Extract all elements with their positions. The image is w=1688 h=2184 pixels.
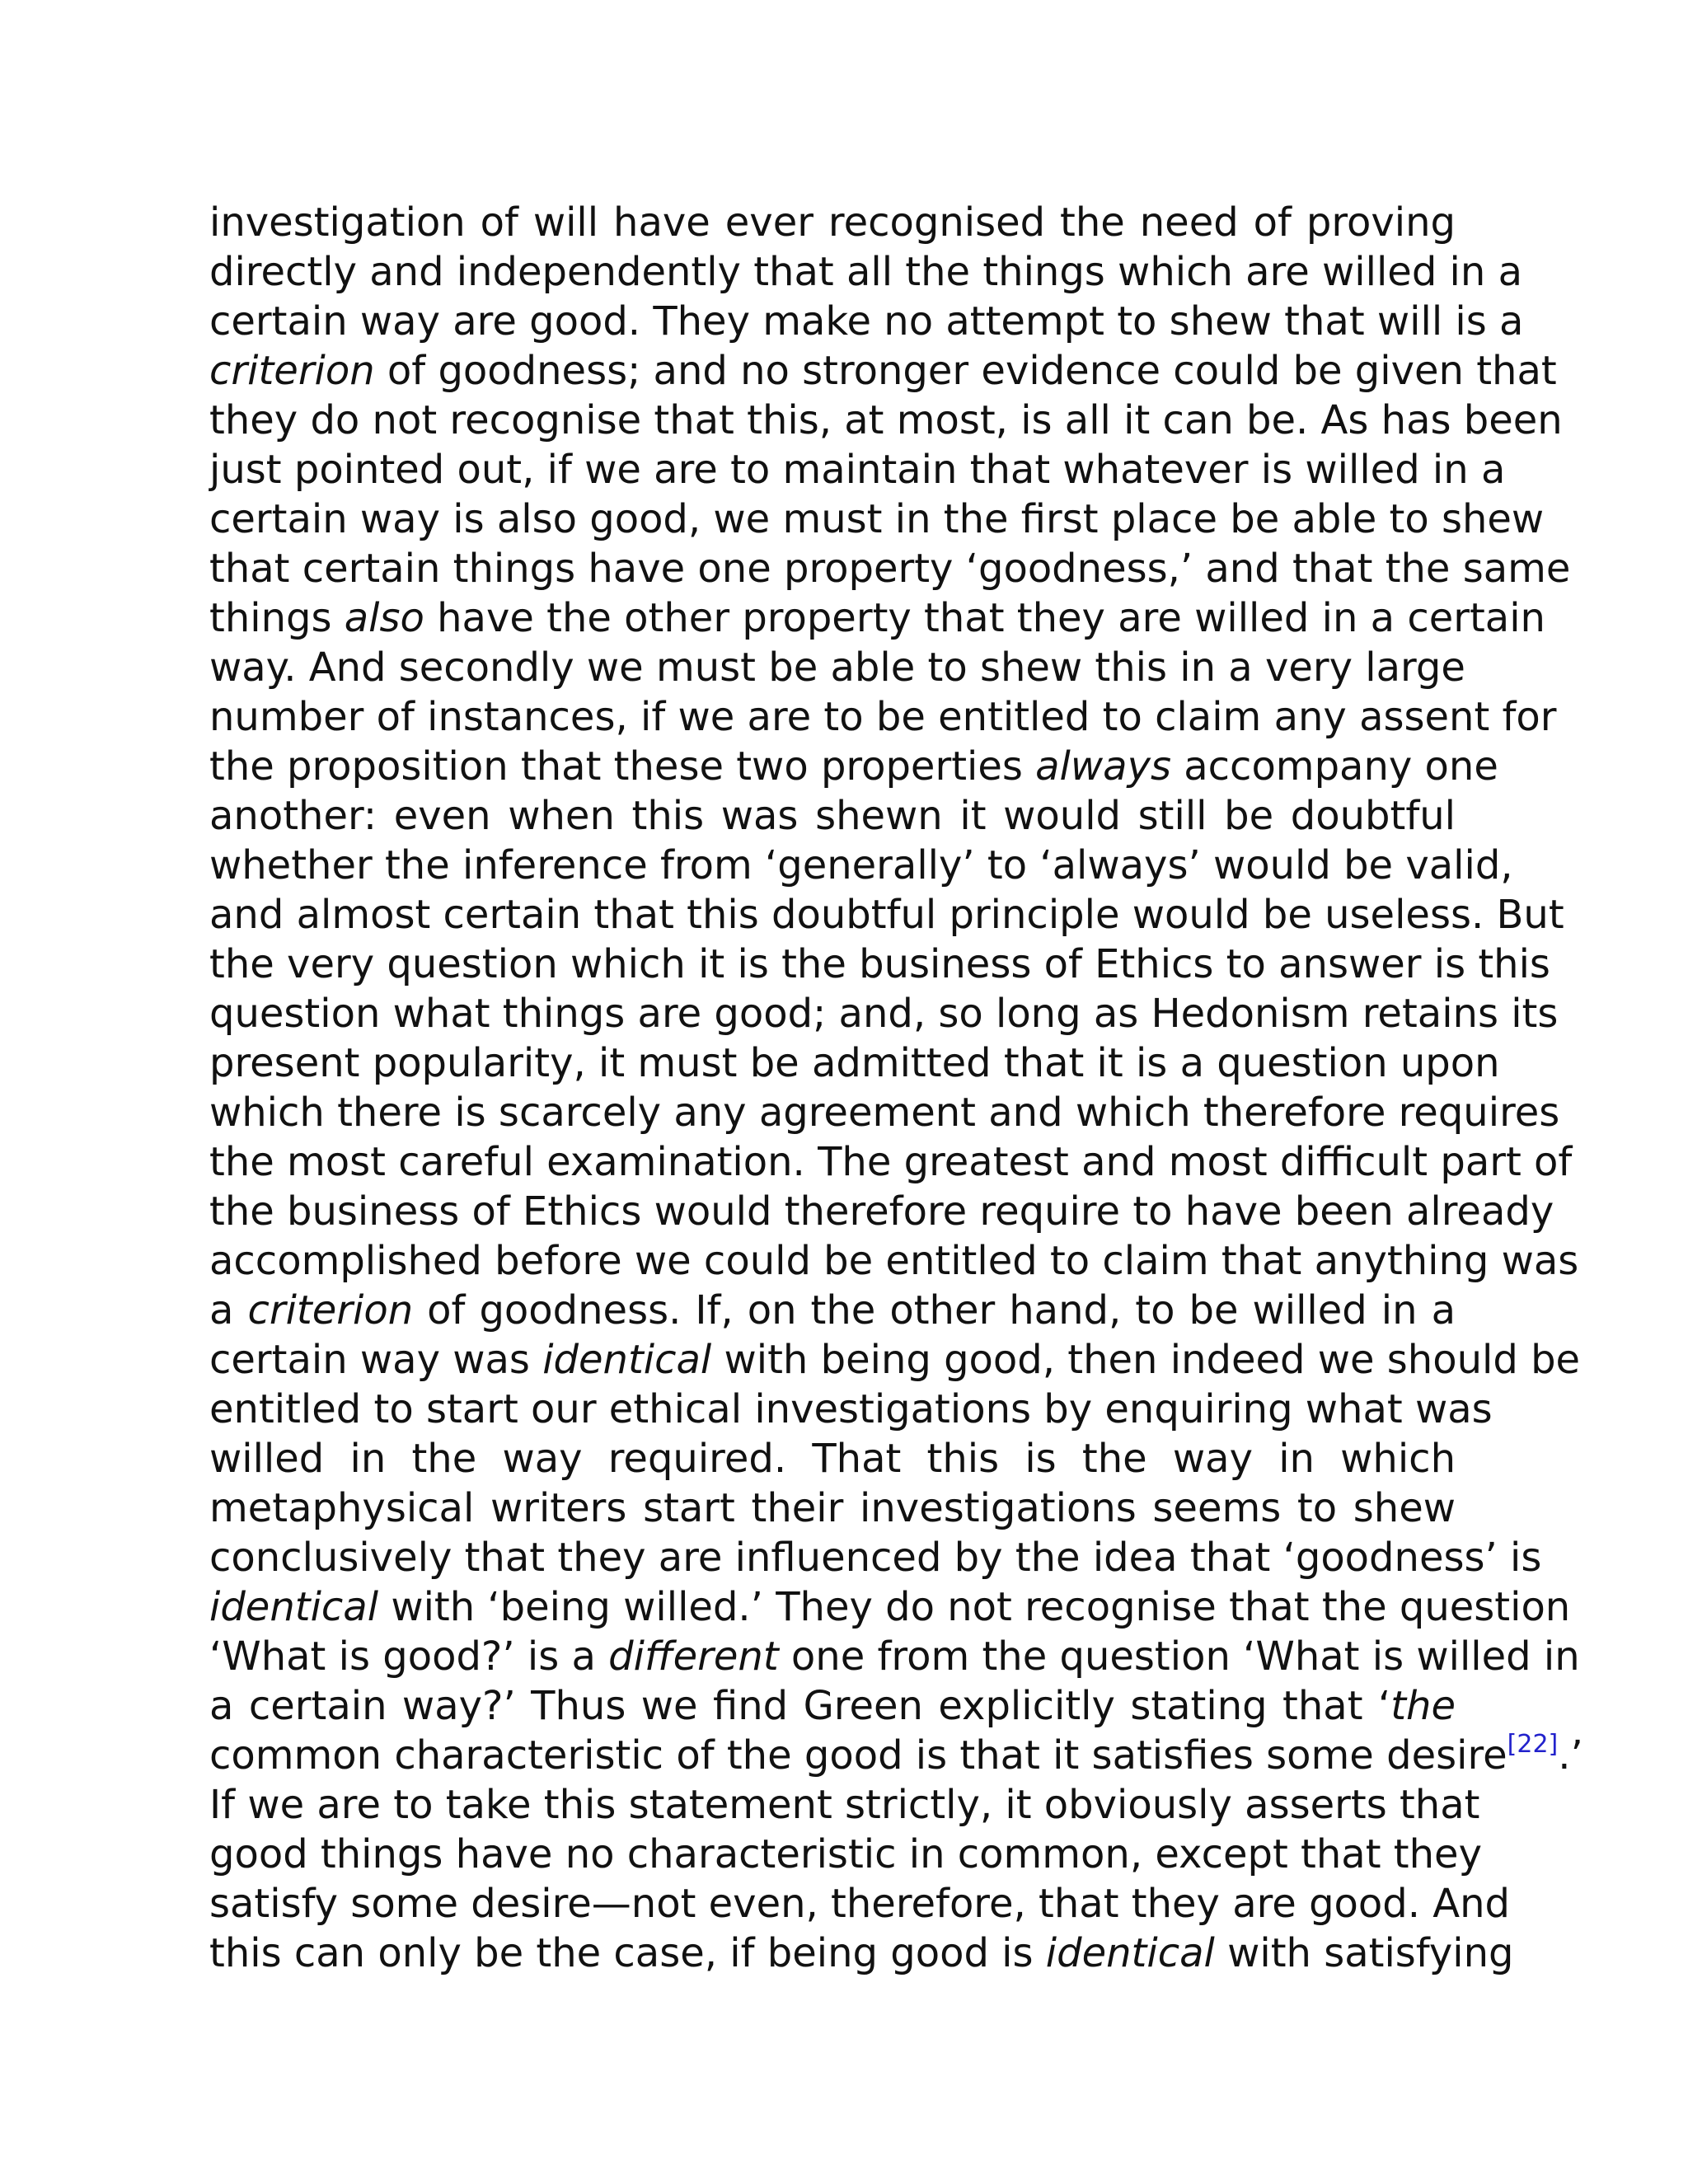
text-segment: directly and independently that all the things which are willed in a [209, 249, 1522, 295]
text-segment: of goodness. If, on the other hand, to be willed in a [413, 1287, 1456, 1333]
emphasis-text: criterion [247, 1287, 414, 1333]
text-segment: common characteristic of the good is that it satisfies some desire [209, 1732, 1507, 1779]
text-segment: .’ [1558, 1732, 1583, 1779]
text-segment: with ‘being willed.’ They do not recognise that the question [378, 1584, 1571, 1630]
text-line [209, 1533, 1542, 1582]
text-line [209, 791, 1456, 841]
text-line [209, 1929, 1514, 1978]
text-line [209, 1385, 1493, 1434]
text-segment: another: even when this was shewn it would still be doubtful [209, 793, 1456, 839]
text-line [209, 1830, 1482, 1879]
text-line [209, 742, 1498, 791]
text-line [209, 198, 1456, 247]
text-segment: and almost certain that this doubtful principle would be useless. But [209, 892, 1564, 938]
text-line [209, 841, 1513, 890]
text-segment: with being good, then indeed we should be [711, 1337, 1581, 1383]
text-line [209, 247, 1522, 297]
text-segment: question what things are good; and, so long as Hedonism retains its [209, 991, 1559, 1037]
text-segment: a [209, 1287, 248, 1333]
text-segment: If we are to take this statement strictly, it obviously asserts that [209, 1782, 1480, 1828]
text-line [209, 1286, 1456, 1335]
text-segment: the most careful examination. The greatest and most difficult part of [209, 1139, 1573, 1185]
text-line [209, 1137, 1573, 1187]
text-segment: present popularity, it must be admitted that it is a question upon [209, 1040, 1500, 1086]
text-segment: they do not recognise that this, at most, is all it can be. As has been [209, 397, 1563, 443]
text-line [209, 940, 1550, 989]
text-segment: ‘What is good?’ is a [209, 1633, 609, 1680]
emphasis-text: identical [1045, 1930, 1215, 1976]
text-segment: have the other property that they are willed in a certain [424, 595, 1545, 641]
emphasis-text: the [1390, 1683, 1456, 1729]
text-segment: conclusively that they are influenced by the idea that ‘goodness’ is [209, 1535, 1542, 1581]
text-segment: way. And secondly we must be able to shew this in a very large [209, 644, 1465, 691]
emphasis-text: always [1035, 743, 1171, 790]
text-segment: that certain things have one property ‘goodness,’ and that the same [209, 546, 1571, 592]
text-segment: certain way is also good, we must in the first place be able to shew [209, 496, 1545, 542]
emphasis-text: different [608, 1633, 779, 1680]
text-line [209, 593, 1545, 643]
text-segment: the proposition that these two properties [209, 743, 1036, 790]
emphasis-text: identical [542, 1337, 712, 1383]
text-line [209, 890, 1564, 940]
text-segment: of goodness; and no stronger evidence could be given that [374, 348, 1557, 394]
text-segment: good things have no characteristic in common, except that they [209, 1831, 1482, 1877]
text-line [209, 396, 1563, 445]
text-line [209, 1187, 1554, 1236]
text-line [209, 989, 1559, 1038]
text-segment: investigation of will have ever recognised the need of proving [209, 199, 1456, 246]
emphasis-text: also [344, 595, 424, 641]
text-line [209, 1780, 1480, 1830]
text-segment: a certain way?’ Thus we find Green explicitly stating that ‘ [209, 1683, 1391, 1729]
text-line [209, 1236, 1579, 1286]
text-line [209, 1088, 1560, 1137]
text-segment: the very question which it is the business of Ethics to answer is this [209, 941, 1550, 987]
text-segment: accomplished before we could be entitled to claim that anything was [209, 1238, 1579, 1284]
text-line [209, 1038, 1500, 1088]
emphasis-text: identical [209, 1584, 379, 1630]
text-segment: willed in the way required. That this is the way in which [209, 1436, 1456, 1482]
text-line [209, 346, 1557, 396]
text-line [209, 1681, 1456, 1731]
text-line [209, 1632, 1580, 1681]
text-segment: entitled to start our ethical investigations by enquiring what was [209, 1386, 1493, 1432]
text-segment: metaphysical writers start their investigations seems to shew [209, 1485, 1456, 1531]
text-segment: one from the question ‘What is willed in [778, 1633, 1580, 1680]
text-line [209, 544, 1571, 593]
text-segment: number of instances, if we are to be entitled to claim any assent for [209, 694, 1557, 740]
text-segment: satisfy some desire—not even, therefore, that they are good. And [209, 1881, 1510, 1927]
emphasis-text: criterion [209, 348, 375, 394]
text-line [209, 1730, 1583, 1780]
text-line [209, 1879, 1510, 1929]
text-line [209, 1335, 1581, 1385]
text-segment: certain way are good. They make no attempt to shew that will is a [209, 298, 1524, 344]
text-line [209, 494, 1545, 544]
footnote-reference-link[interactable]: [22] [1507, 1730, 1559, 1759]
text-segment: which there is scarcely any agreement and which therefore requires [209, 1090, 1560, 1136]
text-line [209, 1582, 1571, 1632]
text-line [209, 692, 1557, 742]
text-line [209, 1434, 1456, 1483]
text-segment: things [209, 595, 345, 641]
text-line [209, 445, 1506, 494]
page-body [209, 198, 1583, 1978]
text-segment: certain way was [209, 1337, 543, 1383]
text-segment: just pointed out, if we are to maintain that whatever is willed in a [209, 447, 1506, 493]
text-line [209, 1483, 1456, 1533]
text-segment: with satisfying [1214, 1930, 1514, 1976]
text-segment: whether the inference from ‘generally’ to ‘always’ would be valid, [209, 842, 1513, 888]
text-line [209, 643, 1465, 692]
text-segment: this can only be the case, if being good is [209, 1930, 1046, 1976]
text-segment: accompany one [1170, 743, 1498, 790]
text-segment: the business of Ethics would therefore require to have been already [209, 1188, 1554, 1235]
text-block [209, 198, 1583, 1978]
text-line [209, 297, 1524, 346]
